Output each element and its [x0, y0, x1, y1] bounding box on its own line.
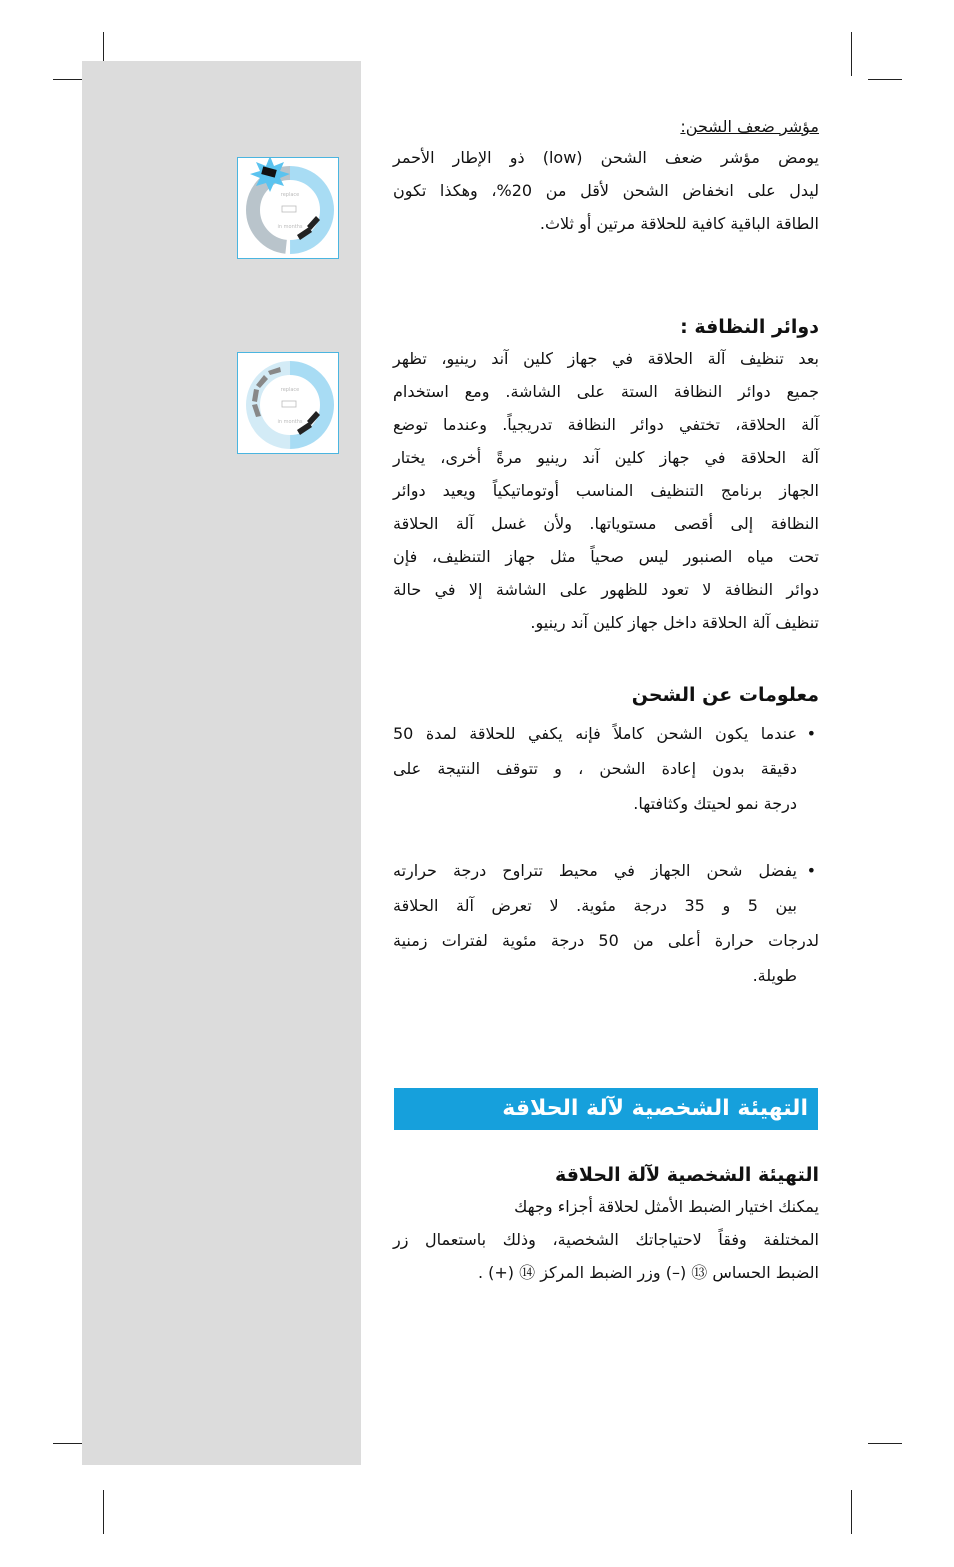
personalization-line: يمكنك اختيار الضبط الأمثل لحلاقة أجزاء وجهك: [514, 1197, 819, 1216]
cleaning-circles-title: دوائر النظافة :: [680, 316, 819, 338]
ring-text-bottom: in months: [277, 224, 303, 230]
crop-mark: [868, 79, 902, 80]
cleaning-line: آلة الحلاقة في جهاز كلين آند رينيو مرةً أخرى، يختار: [393, 448, 819, 467]
low-charge-line: الطاقة الباقية كافية للحلاقة مرتين أو ثلاث.: [539, 214, 819, 233]
bullet-line: طويلة.: [752, 966, 797, 985]
personalization-line: الضبط الحساس ⑬ (–) وزر الضبط المركز ⑭ (+) .: [477, 1263, 819, 1282]
cleaning-line: دوائر النظافة لا تعود للظهور على الشاشة إلا في حالة: [393, 580, 819, 599]
cleaning-line: آلة الحلاقة، تختفي دوائر النظافة تدريجياً. وعندما توضع: [393, 415, 819, 434]
personalization-line: المختلفة وفقاً لاحتياجاتك الشخصية، وذلك باستعمال زر: [393, 1230, 819, 1249]
cleaning-line: تحت مياه الصنبور ليس صحياً مثل جهاز التنظيف، فإن: [393, 547, 819, 566]
low-charge-title: مؤشر ضعف الشحن:: [680, 117, 819, 136]
low-battery-display-icon: [237, 157, 339, 259]
bullet-dot: •: [806, 861, 816, 880]
bullet-line: بين 5 و 35 درجة مئوية. لا تعرض آلة الحلاقة: [393, 896, 798, 915]
low-charge-section: [393, 113, 819, 240]
cleaning-line: بعد تنظيف آلة الحلاقة في جهاز كلين آند رينيو، تظهر: [393, 349, 819, 368]
crop-mark: [868, 1443, 902, 1444]
cleaning-line: النظافة إلى أقصى مستوياتها. ولأن غسل آلة الحلاقة: [393, 514, 819, 533]
bullet-line: درجة نمو لحيتك وكثافتها.: [633, 794, 797, 813]
crop-mark: [851, 1490, 852, 1534]
gray-sidebar: [82, 61, 361, 1465]
cleaning-line: تنظيف آلة الحلاقة داخل جهاز كلين آند رينيو.: [530, 613, 819, 632]
charging-info-section: [393, 680, 819, 993]
bullet-line: يفضل شحن الجهاز في محيط تتراوح درجة حرارته: [393, 861, 797, 880]
charging-bullet: [393, 716, 819, 821]
low-charge-line: يومض مؤشر ضعف الشحن (low) ذو الإطار الأحمر: [393, 148, 820, 167]
ring-text-top: replace: [280, 387, 300, 393]
bullet-dot: •: [806, 724, 816, 743]
personalization-section: [393, 1160, 819, 1289]
bullet-line: عندما يكون الشحن كاملاً فإنه يكفي للحلاقة لمدة 50: [393, 724, 797, 743]
low-charge-line: ليدل على انخفاض الشحن لأقل من 20%، وهكذا تكون: [393, 181, 819, 200]
ring-text-top: replace: [280, 192, 300, 198]
cleaning-line: جميع دوائر النظافة الستة على الشاشة. ومع استخدام: [393, 382, 819, 401]
bullet-line: لدرجات حرارة أعلى من 50 درجة مئوية لفترات زمنية: [393, 931, 819, 950]
cleaning-circles-section: [393, 312, 819, 639]
crop-mark: [851, 32, 852, 76]
section-banner: التهيئة الشخصية لآلة الحلاقة: [394, 1088, 818, 1130]
charging-bullet: [393, 853, 819, 993]
cleaning-circles-display-icon: [237, 352, 339, 454]
personalization-title: التهيئة الشخصية لآلة الحلاقة: [554, 1164, 819, 1186]
crop-mark: [103, 1490, 104, 1534]
charging-info-title: معلومات عن الشحن: [631, 684, 819, 706]
bullet-line: دقيقة بدون إعادة الشحن ، و تتوقف النتيجة على: [393, 759, 797, 778]
cleaning-line: الجهاز برنامج التنظيف المناسب أوتوماتيكياً ويعيد دوائر: [393, 481, 819, 500]
ring-text-bottom: in months: [277, 419, 303, 425]
charging-bullets: [393, 716, 819, 993]
